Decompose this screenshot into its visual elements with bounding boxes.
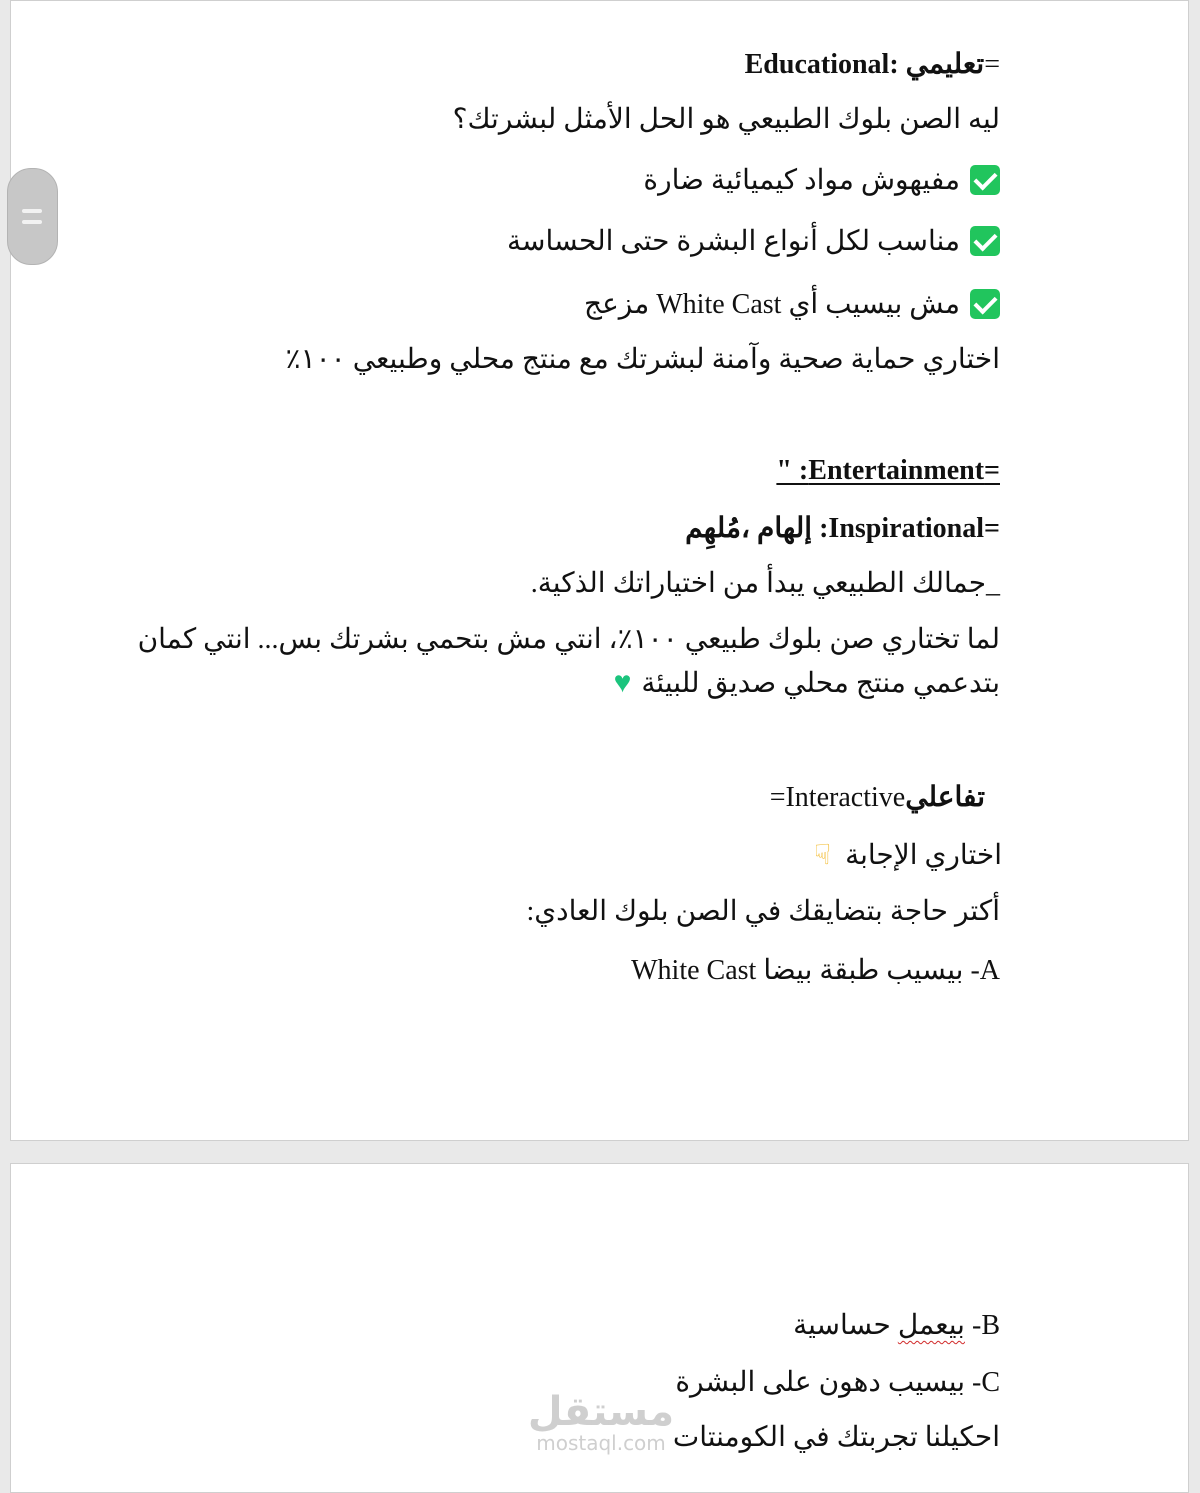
option-c: C- بيسيب دهون على البشرة — [675, 1367, 1000, 1398]
option-a: A- بيسيب طبقة بيضا White Cast — [631, 955, 1000, 986]
question-line: ليه الصن بلوك الطبيعي هو الحل الأمثل لبشرتك؟ — [452, 104, 1000, 135]
check-item-2 — [507, 222, 1000, 262]
interactive-heading-arabic: تفاعلي — [905, 782, 985, 813]
check-item-1-text: مفيهوش مواد كيميائية ضارة — [643, 165, 960, 196]
comments-line: احكيلنا تجربتك في الكومنتات — [672, 1422, 1000, 1453]
check-box-icon — [970, 226, 1000, 256]
inspirational-heading: =Inspirational: إلهام ،مُلهِم — [685, 513, 1000, 544]
watermark-logo: مستقل — [527, 1389, 675, 1435]
check-box-icon — [970, 165, 1000, 195]
mostaql-watermark — [526, 1389, 676, 1455]
check-box-icon — [970, 289, 1000, 319]
option-b-prefix: B- — [964, 1310, 1000, 1341]
choose-answer-text: اختاري الإجابة — [845, 840, 1002, 871]
check-item-3-text: مش بيسيب أي White Cast مزعج — [584, 289, 960, 320]
entertainment-heading — [776, 451, 1000, 491]
interactive-heading — [770, 778, 985, 818]
poll-question: أكتر حاجة بتضايقك في الصن بلوك العادي: — [526, 896, 1000, 927]
pointing-down-hand-icon: ☟ — [814, 840, 832, 871]
option-b-misspelled-word: بيعمل — [897, 1310, 965, 1341]
paragraph-line-1: لما تختاري صن بلوك طبيعي ١٠٠٪، انتي مش بتحمي بشرتك بس... انتي كمان — [137, 624, 1000, 655]
interactive-heading-english: =Interactive — [769, 782, 906, 813]
check-item-1 — [643, 161, 1000, 201]
paragraph-line-2-text: بتدعمي منتج محلي صديق للبيئة — [641, 668, 1000, 699]
check-item-2-text: مناسب لكل أنواع البشرة حتى الحساسة — [507, 226, 960, 257]
beauty-line: _جمالك الطبيعي يبدأ من اختياراتك الذكية. — [530, 568, 1000, 599]
check-item-3 — [584, 285, 1000, 325]
option-b — [793, 1306, 1000, 1346]
option-b-rest: حساسية — [793, 1310, 898, 1341]
choose-line: اختاري حماية صحية وآمنة لبشرتك مع منتج محلي وطبيعي ١٠٠٪ — [285, 344, 1000, 375]
document-page-1 — [10, 0, 1189, 1141]
entertainment-heading-text: =Entertainment: " — [776, 455, 1000, 486]
educational-heading-eq: = — [984, 49, 1000, 80]
watermark-url: mostaql.com — [536, 1431, 666, 1455]
green-heart-icon: ♥ — [613, 665, 632, 699]
choose-answer-line — [814, 836, 1002, 876]
paragraph-line-2 — [614, 664, 1000, 706]
educational-heading-english: Educational: — [744, 49, 899, 80]
educational-heading — [745, 45, 1000, 85]
drag-handle-icon[interactable] — [7, 168, 58, 265]
educational-heading-arabic: تعليمي — [905, 49, 985, 80]
